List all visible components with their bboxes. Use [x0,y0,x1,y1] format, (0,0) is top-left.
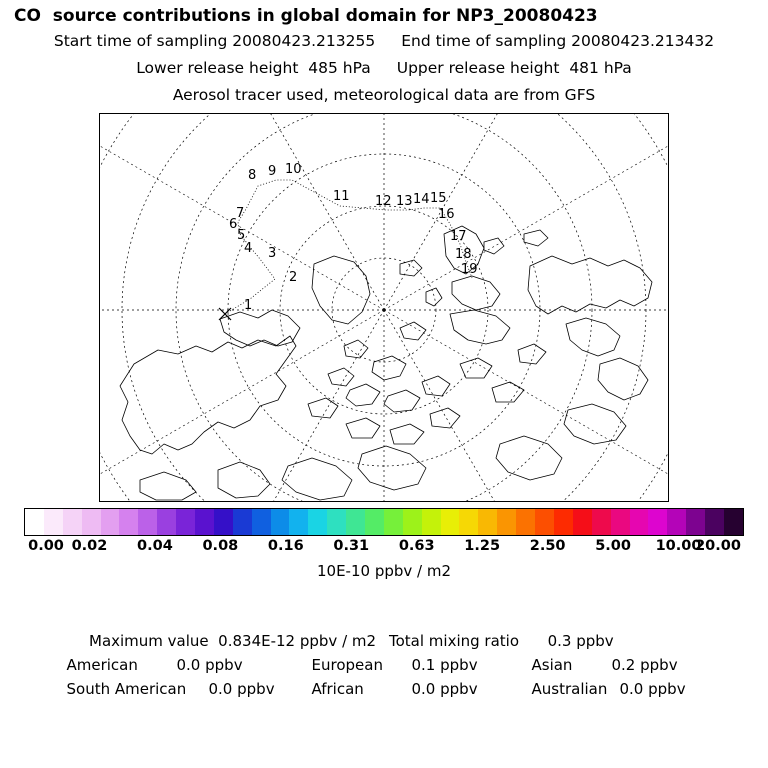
colorbar-swatch-17 [346,509,365,535]
colorbar-swatch-23 [459,509,478,535]
traj-label-8: 8 [248,168,257,183]
region-value-south-american: 0.0 ppbv [208,680,275,698]
start-time-label: Start time of sampling 20080423.213255 [53,32,376,50]
colorbar-swatch-22 [441,509,460,535]
colorbar [24,508,744,536]
colorbar-swatch-29 [573,509,592,535]
colorbar-swatch-25 [497,509,516,535]
colorbar-tick-11: 20.00 [695,538,741,554]
footer-region-row-2 [0,644,768,734]
traj-label-13: 13 [396,194,413,209]
region-name-african: African [311,680,364,698]
colorbar-swatch-13 [271,509,290,535]
colorbar-tick-labels [0,538,768,556]
colorbar-tick-2: 0.04 [137,538,173,554]
end-time-label: End time of sampling 20080423.213432 [401,32,715,50]
colorbar-swatch-35 [686,509,705,535]
region-name-asian: Asian [531,656,573,674]
sampling-time-line [0,32,768,50]
region-value-african: 0.0 ppbv [411,680,478,698]
traj-label-16: 16 [438,207,455,222]
colorbar-swatch-7 [157,509,176,535]
colorbar-swatch-3 [82,509,101,535]
colorbar-swatch-31 [611,509,630,535]
latitude-circles [100,114,668,501]
colorbar-tick-10: 10.00 [655,538,702,554]
traj-label-15: 15 [430,191,447,206]
colorbar-tick-1: 0.02 [71,538,108,554]
total-mixing-ratio-label: Total mixing ratio 0.3 ppbv [389,632,614,650]
colorbar-swatch-30 [592,509,611,535]
colorbar-unit-label: 10E-10 ppbv / m2 [316,562,452,580]
release-height-line [0,59,768,77]
region-value-asian: 0.2 ppbv [611,656,678,674]
traj-label-3: 3 [268,246,277,261]
traj-label-9: 9 [268,164,277,179]
lower-release-label: Lower release height 485 hPa [136,59,371,77]
colorbar-swatch-28 [554,509,573,535]
colorbar-swatch-32 [630,509,649,535]
colorbar-swatch-1 [44,509,63,535]
traj-label-11: 11 [333,189,350,204]
traj-label-14: 14 [413,192,430,207]
traj-label-5: 5 [237,228,246,243]
region-value-european: 0.1 ppbv [411,656,478,674]
colorbar-swatch-5 [119,509,138,535]
colorbar-swatch-18 [365,509,384,535]
region-value-american: 0.0 ppbv [176,656,243,674]
region-name-australian: Australian [531,680,608,698]
traj-label-19: 19 [461,262,478,277]
colorbar-swatch-4 [101,509,120,535]
colorbar-tick-0: 0.00 [28,538,64,554]
colorbar-swatch-26 [516,509,535,535]
colorbar-swatch-12 [252,509,271,535]
colorbar-swatch-24 [478,509,497,535]
colorbar-swatch-20 [403,509,422,535]
colorbar-swatch-16 [327,509,346,535]
traj-label-12: 12 [375,194,392,209]
colorbar-swatch-6 [138,509,157,535]
traj-label-7: 7 [236,206,245,221]
colorbar-swatch-15 [308,509,327,535]
colorbar-swatch-33 [648,509,667,535]
colorbar-tick-4: 0.16 [267,538,304,554]
colorbar-swatch-36 [705,509,724,535]
colorbar-swatch-14 [289,509,308,535]
colorbar-swatch-0 [25,509,44,535]
colorbar-swatch-19 [384,509,403,535]
colorbar-swatch-8 [176,509,195,535]
colorbar-swatch-21 [422,509,441,535]
map-panel[interactable] [99,113,669,502]
colorbar-tick-3: 0.08 [202,538,239,554]
colorbar-swatch-11 [233,509,252,535]
traj-label-2: 2 [289,270,298,285]
colorbar-tick-6: 0.63 [398,538,435,554]
traj-label-1: 1 [244,298,253,313]
traj-label-18: 18 [455,247,472,262]
upper-release-label: Upper release height 481 hPa [396,59,632,77]
region-name-european: European [311,656,383,674]
coastlines [120,226,652,500]
region-name-south-american: South American [66,680,187,698]
traj-label-4: 4 [244,241,253,256]
page-title: CO source contributions in global domain for NP3_20080423 [14,6,598,26]
meridians [100,114,668,501]
colorbar-tick-5: 0.31 [333,538,370,554]
map-canvas [100,114,668,501]
colorbar-swatch-34 [667,509,686,535]
colorbar-tick-9: 5.00 [595,538,631,554]
colorbar-swatch-2 [63,509,82,535]
colorbar-swatch-9 [195,509,214,535]
colorbar-swatch-27 [535,509,554,535]
colorbar-swatch-10 [214,509,233,535]
region-value-australian: 0.0 ppbv [619,680,686,698]
region-name-american: American [66,656,138,674]
maximum-value-label: Maximum value 0.834E-12 ppbv / m2 [89,632,377,650]
tracer-note-label: Aerosol tracer used, meteorological data are from GFS [172,86,596,104]
traj-label-6: 6 [229,217,238,232]
traj-label-10: 10 [285,162,302,177]
colorbar-tick-8: 2.50 [529,538,566,554]
colorbar-swatch-37 [724,509,743,535]
colorbar-tick-7: 1.25 [464,538,501,554]
traj-label-17: 17 [450,229,467,244]
